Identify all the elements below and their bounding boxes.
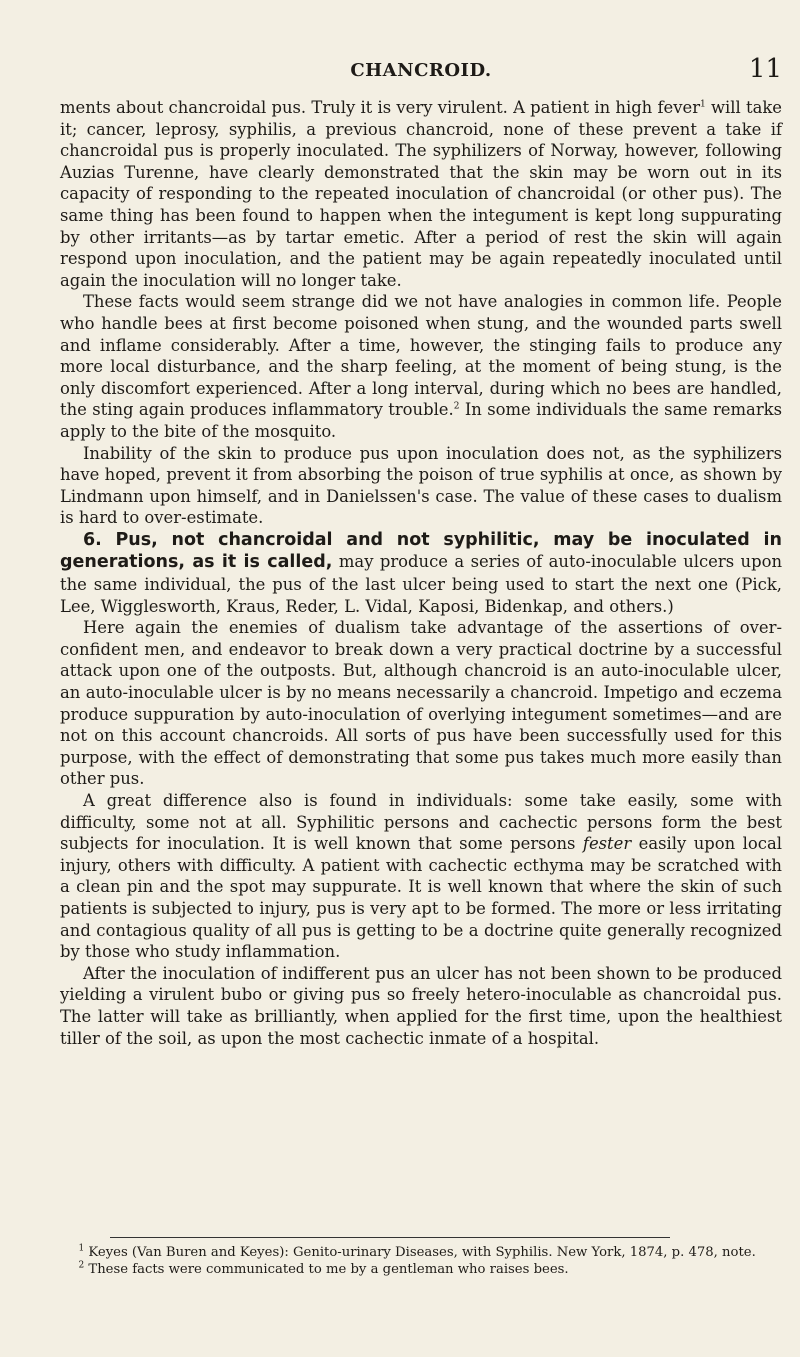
footnote-divider — [110, 1237, 670, 1238]
paragraph — [60, 291, 782, 442]
paragraph-text: ments about chancroidal pus. Truly it is very virulent. A patient in high fever — [60, 98, 701, 117]
paragraph — [60, 790, 782, 963]
body-text — [60, 97, 782, 1049]
section-heading: 6. Pus, not chancroidal and not syphilitic, may be inoculated in generations, as it is called, — [60, 529, 782, 573]
paragraph: After the inoculation of indifferent pus an ulcer has not been shown to be produced yielding a virulent bubo or giving pus so freely hetero-inoculable as chancroidal pus. The latter will take as brilliantly, when applied for the first time, upon the healthiest tiller of the soil, as upon the most cachectic inmate of a hospital. — [60, 963, 782, 1048]
paragraph-text: In some individuals the same remarks apply to the bite of the mosquito. — [60, 400, 782, 441]
paragraph-text: These facts would seem strange did we not have analogies in common life. People who handle bees at first become poisoned when stung, and the wounded parts swell and inflame considerably. After a time, however, the stinging fails to produce any more local disturbance, and the sharp feeling, at the moment of being stung, is the only discomfort experienced. After a long interval, during which no bees are handled, the sting again produces inflammatory trouble. — [60, 292, 782, 420]
paragraph-text: A great difference also is found in individuals: some take easily, some with difficulty, some not at all. Syphilitic persons and cachectic persons form the best subjects for inoculation. It is well known that some persons — [60, 791, 782, 854]
footnote-text: These facts were communicated to me by a gentleman who raises bees. — [84, 1262, 569, 1277]
paragraph: Here again the enemies of dualism take advantage of the assertions of over-confident men, and endeavor to break down a very practical doctrine by a successful attack upon one of the outposts. But, although chancroid is an auto-inoculable ulcer, an auto-inoculable ulcer is by no means necessarily a chancroid. Impetigo and eczema produce suppuration by auto-inoculation of overlying integument sometimes—and are not on this account chancroids. All sorts of pus have been successfully used for this purpose, with the effect of demonstrating that some pus takes much more easily than other pus. — [60, 618, 782, 789]
footnote-text: Keyes (Van Buren and Keyes): Genito-urinary Diseases, with Syphilis. New York, 1874, p. 478, note. — [84, 1245, 756, 1260]
footnote-mark: 2 — [78, 1260, 85, 1271]
footnotes — [60, 1244, 782, 1278]
paragraph-text: will take it; cancer, leprosy, syphilis, a previous chancroid, none of these prevent a take if chancroidal pus is properly inoculated. The syphilizers of Norway, however, following Auzias Turenne, have clearly demonstrated that the skin may be worn out in its capacity of responding to the repeated inoculation of chancroidal (or other pus). The same thing has been found to happen when the integument is kept long suppurating by other irritants—as by tartar emetic. After a period of rest the skin will again respond upon inoculation, and the patient may be again repeatedly inoculated until again the inoculation will no longer take. — [60, 98, 783, 290]
paragraph: Inability of the skin to produce pus upon inoculation does not, as the syphilizers have hoped, prevent it from absorbing the poison of true syphilis at once, as shown by Lindmann upon himself, and in Danielssen's case. The value of these cases to dualism is hard to over-estimate. — [60, 443, 782, 528]
footnote-ref: 2 — [453, 401, 460, 412]
page-header — [60, 54, 782, 90]
footnote-mark: 1 — [78, 1243, 85, 1254]
paragraph-text: may produce a series of auto-inoculable ulcers upon the same individual, the pus of the last ulcer being used to start the next one (Pick, Lee, Wigglesworth, Kraus, Reder, L. Vidal, Kaposi, Bidenkap, and others.) — [60, 552, 782, 616]
footnote — [60, 1261, 782, 1278]
footnote-ref: 1 — [700, 99, 706, 110]
paragraph — [60, 97, 782, 291]
running-title: CHANCROID. — [350, 60, 492, 81]
paragraph — [60, 529, 782, 617]
footnote — [60, 1244, 782, 1261]
emphasis-text: fester — [582, 834, 632, 854]
paragraph-text: easily upon local injury, others with difficulty. A patient with cachectic ecthyma may be scratched with a clean pin and the spot may suppurate. It is well known that where the skin of such patients is subjected to injury, pus is very apt to be formed. The more or less irritating and contagious quality of all pus is getting to be a doctrine quite generally recognized by those who study inflammation. — [60, 834, 782, 962]
page-number: 11 — [748, 54, 782, 84]
